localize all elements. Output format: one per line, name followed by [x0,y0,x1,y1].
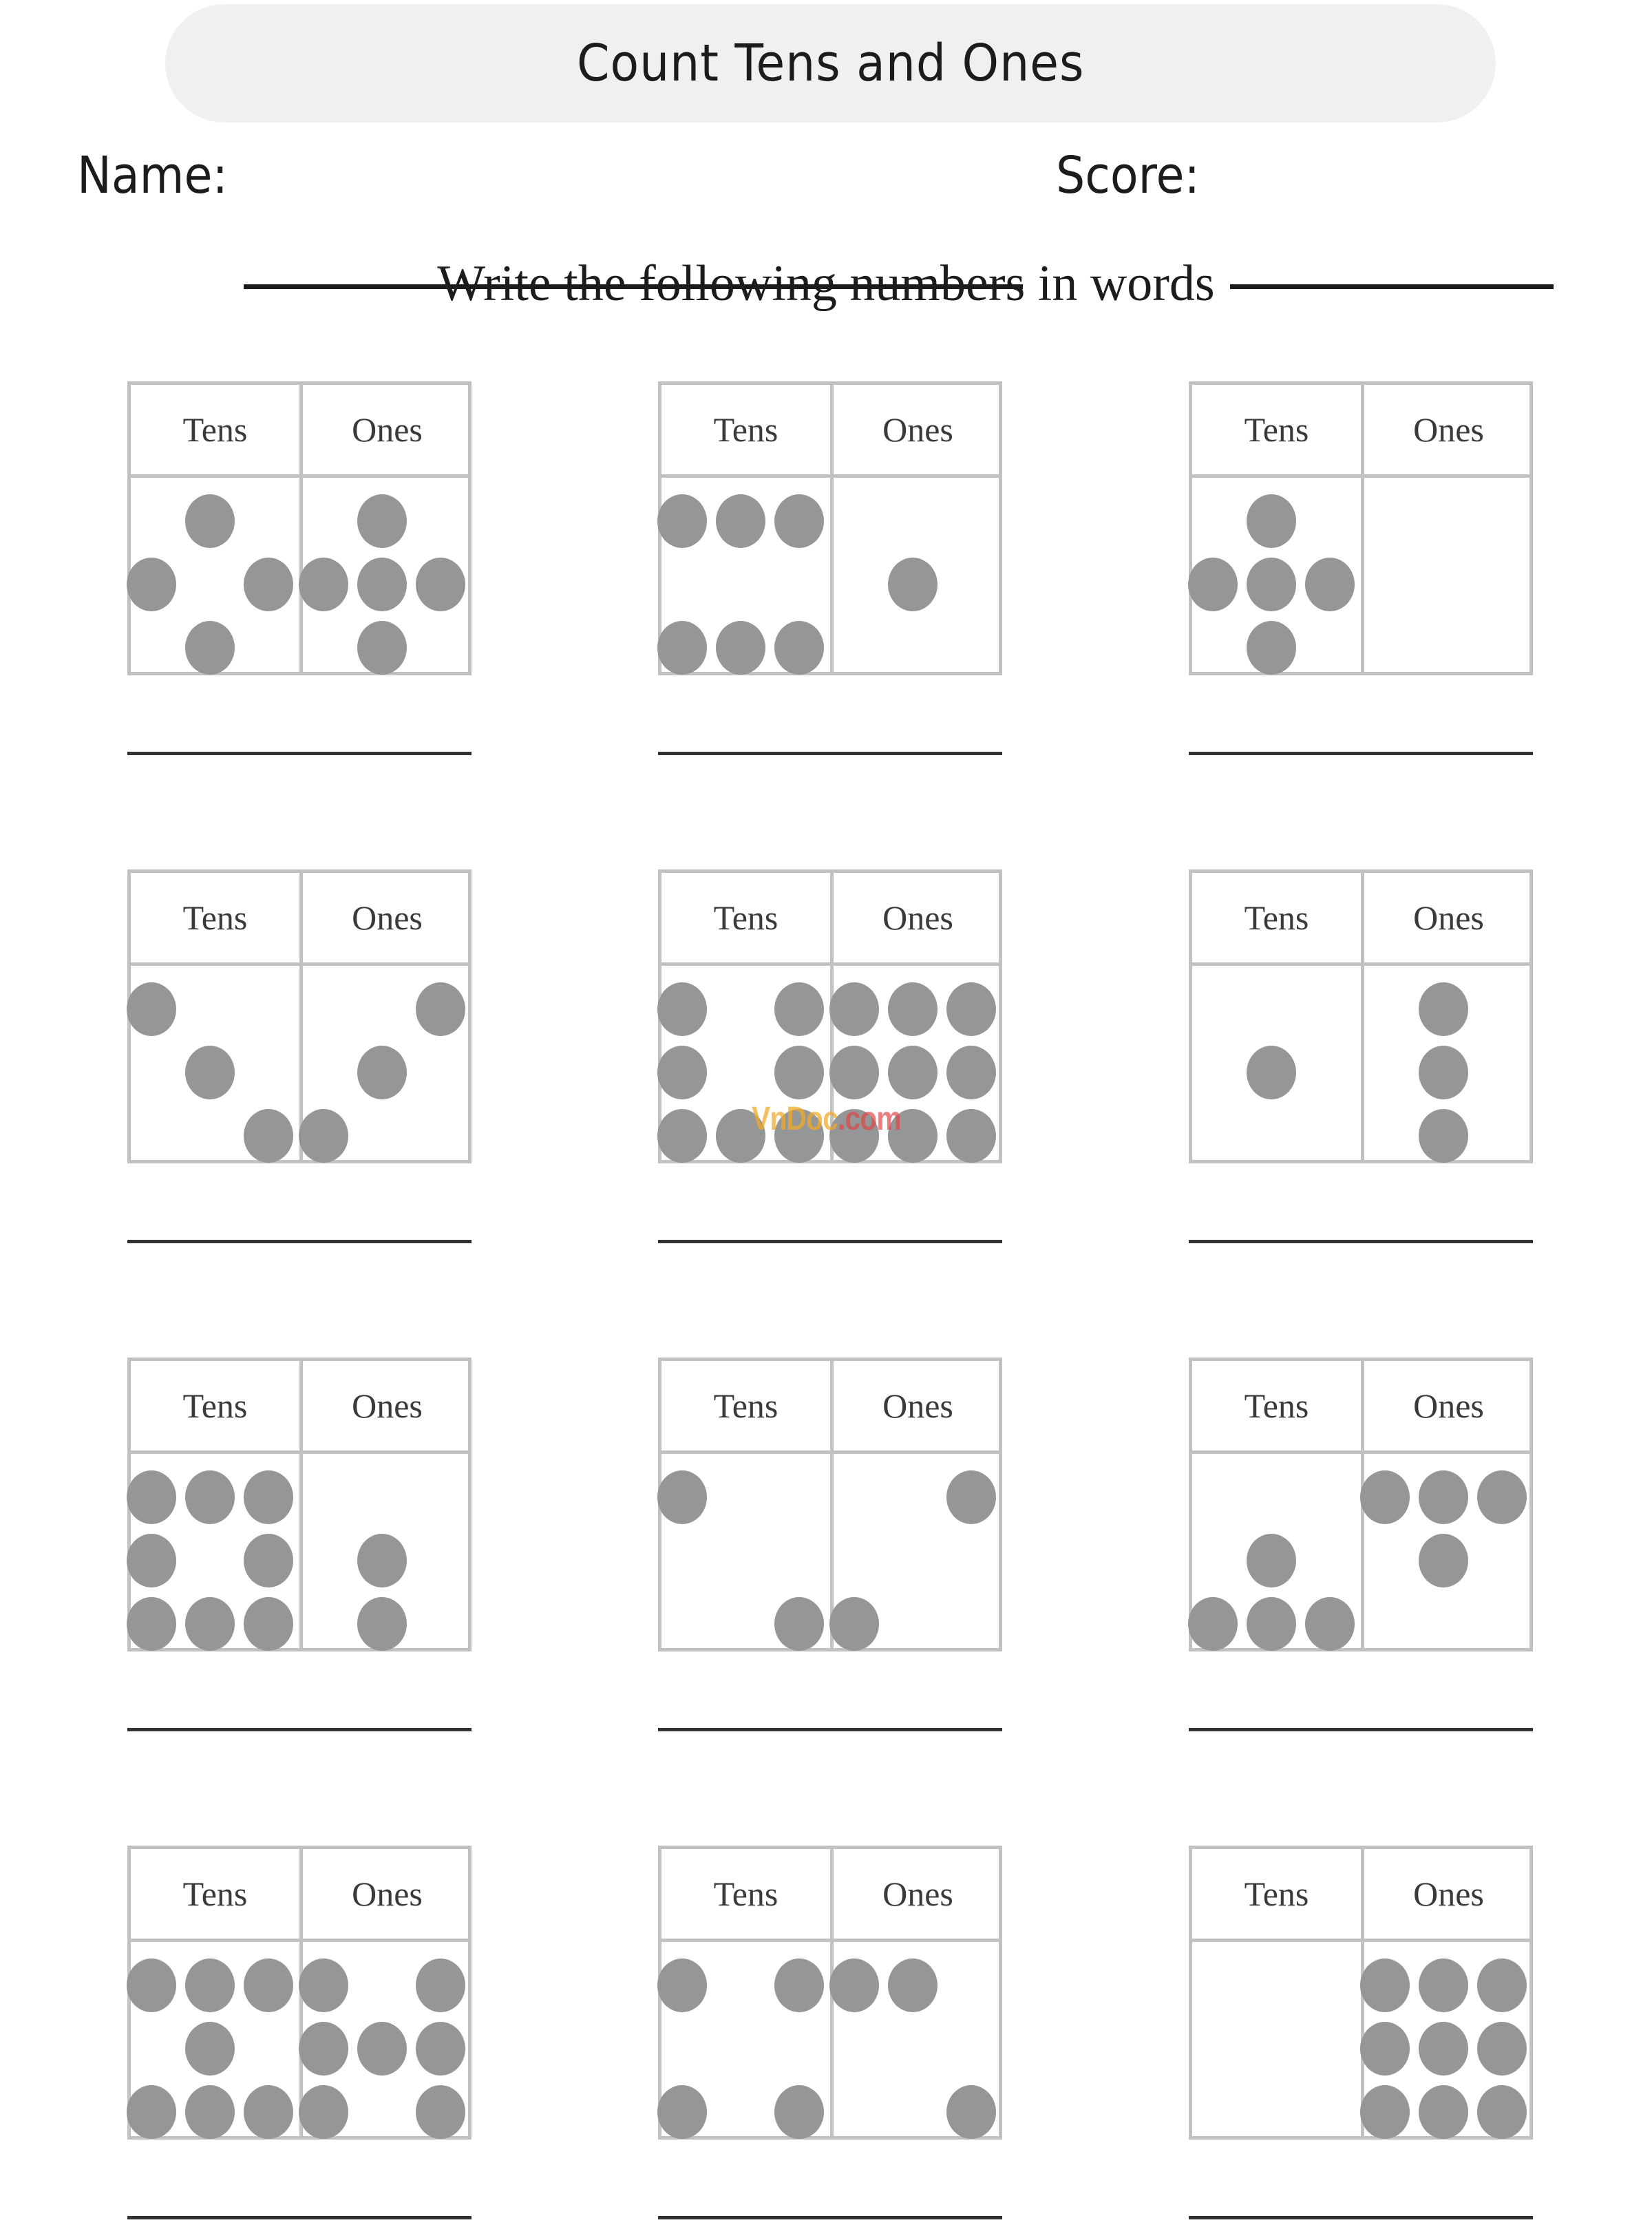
tens-cell [661,1454,830,1651]
answer-line[interactable] [1189,1240,1533,1243]
ones-cell [303,1454,472,1651]
ones-counter-dot [1419,982,1468,1036]
ones-header: Ones [882,1386,953,1425]
tens-header: Tens [713,410,779,449]
answer-line[interactable] [658,1728,1002,1731]
tens-counter-dot [774,621,824,675]
tens-counter-dot [185,621,235,675]
ones-counter-dot [829,1046,879,1099]
tens-counter-dot [774,494,824,548]
tens-counter-dot [1188,1597,1238,1651]
tens-cell [131,1942,299,2140]
tens-counter-dot [127,558,176,611]
place-value-box [1189,1846,1533,2140]
ones-header: Ones [352,410,423,449]
tens-counter-dot [185,1470,235,1524]
tens-counter-dot [1247,1597,1296,1651]
ones-counter-dot [1419,1109,1468,1163]
tens-counter-dot [127,1597,176,1651]
tens-counter-dot [127,1959,176,2012]
page-title: Count Tens and Ones [576,34,1085,93]
tens-counter-dot [716,494,765,548]
tens-counter-dot [1247,621,1296,675]
ones-counter-dot [946,1109,996,1163]
tens-cell [1192,1942,1361,2140]
ones-counter-dot [1419,2085,1468,2139]
ones-counter-dot [357,1597,407,1651]
tens-header: Tens [713,1386,779,1425]
tens-counter-dot [774,1959,824,2012]
ones-counter-dot [357,2022,407,2076]
ones-counter-dot [299,558,348,611]
answer-line[interactable] [1189,752,1533,755]
tens-counter-dot [1305,558,1355,611]
ones-cell [1364,478,1533,675]
tens-counter-dot [185,1597,235,1651]
tens-header: Tens [1244,1875,1309,1913]
ones-counter-dot [946,982,996,1036]
tens-cell [1192,1454,1361,1651]
ones-header: Ones [352,898,423,937]
tens-counter-dot [657,1109,707,1163]
tens-counter-dot [1247,494,1296,548]
tens-counter-dot [185,1959,235,2012]
tens-counter-dot [657,982,707,1036]
ones-header: Ones [882,898,953,937]
ones-cell [303,1942,472,2140]
ones-counter-dot [1360,2022,1410,2076]
place-value-box [127,1358,472,1651]
ones-counter-dot [1419,1959,1468,2012]
tens-counter-dot [774,1046,824,1099]
place-value-box [127,1846,472,2140]
tens-counter-dot [1305,1597,1355,1651]
ones-counter-dot [416,2022,465,2076]
ones-cell [1364,1454,1533,1651]
tens-counter-dot [657,1470,707,1524]
ones-header: Ones [882,410,953,449]
place-value-box [1189,1358,1533,1651]
ones-header: Ones [1413,898,1484,937]
tens-counter-dot [244,1534,293,1587]
tens-cell [661,1942,830,2140]
ones-header: Ones [352,1386,423,1425]
tens-counter-dot [657,1046,707,1099]
watermark-part1: VnDoc [752,1101,838,1137]
tens-counter-dot [244,1959,293,2012]
ones-counter-dot [299,2022,348,2076]
ones-counter-dot [299,2085,348,2139]
ones-counter-dot [946,2085,996,2139]
ones-counter-dot [1419,1470,1468,1524]
answer-line[interactable] [658,2216,1002,2219]
tens-counter-dot [244,1597,293,1651]
ones-cell [834,478,1002,675]
tens-counter-dot [244,1470,293,1524]
ones-counter-dot [357,494,407,548]
ones-counter-dot [416,982,465,1036]
ones-counter-dot [357,558,407,611]
tens-counter-dot [185,2085,235,2139]
ones-counter-dot [946,1470,996,1524]
ones-counter-dot [1419,1534,1468,1587]
ones-counter-dot [1477,2022,1527,2076]
ones-counter-dot [888,1959,938,2012]
ones-header: Ones [1413,1386,1484,1425]
ones-header: Ones [1413,410,1484,449]
place-value-box [658,381,1002,675]
ones-counter-dot [946,1046,996,1099]
place-value-box [127,381,472,675]
tens-counter-dot [774,1597,824,1651]
score-label: Score: [1056,146,1200,205]
ones-counter-dot [416,558,465,611]
answer-line[interactable] [127,1728,472,1731]
tens-cell [131,966,299,1163]
tens-counter-dot [127,982,176,1036]
ones-counter-dot [829,1597,879,1651]
ones-counter-dot [888,1046,938,1099]
ones-counter-dot [1360,1470,1410,1524]
tens-counter-dot [127,2085,176,2139]
ones-counter-dot [1477,2085,1527,2139]
ones-cell [1364,966,1533,1163]
tens-counter-dot [1188,558,1238,611]
tens-counter-dot [185,494,235,548]
ones-counter-dot [299,1959,348,2012]
tens-counter-dot [774,982,824,1036]
tens-counter-dot [1247,1046,1296,1099]
ones-counter-dot [829,1959,879,2012]
ones-counter-dot [1360,2085,1410,2139]
tens-counter-dot [657,494,707,548]
tens-cell [1192,966,1361,1163]
place-value-box [658,1358,1002,1651]
watermark [752,1100,901,1138]
tens-counter-dot [774,2085,824,2139]
ones-counter-dot [1477,1959,1527,2012]
tens-counter-dot [127,1534,176,1587]
place-value-box [658,1846,1002,2140]
tens-cell [1192,478,1361,675]
ones-counter-dot [357,1534,407,1587]
tens-header: Tens [182,898,248,937]
ones-cell [303,478,472,675]
answer-line[interactable] [1189,1728,1533,1731]
tens-counter-dot [244,2085,293,2139]
place-value-box [127,869,472,1163]
tens-cell [131,478,299,675]
watermark-part2: .com [837,1101,901,1137]
ones-cell [834,1942,1002,2140]
answer-line[interactable] [127,752,472,755]
ones-counter-dot [416,1959,465,2012]
tens-counter-dot [127,1470,176,1524]
ones-counter-dot [416,2085,465,2139]
title-banner [165,4,1496,123]
tens-header: Tens [182,1386,248,1425]
tens-header: Tens [182,1875,248,1913]
tens-header: Tens [182,410,248,449]
tens-header: Tens [713,898,779,937]
tens-counter-dot [657,2085,707,2139]
tens-counter-dot [657,1959,707,2012]
tens-header: Tens [1244,410,1309,449]
ones-counter-dot [1419,2022,1468,2076]
ones-counter-dot [1360,1959,1410,2012]
ones-counter-dot [299,1109,348,1163]
tens-counter-dot [716,621,765,675]
ones-cell [303,966,472,1163]
tens-counter-dot [1247,1534,1296,1587]
place-value-box [1189,381,1533,675]
ones-counter-dot [357,1046,407,1099]
tens-header: Tens [713,1875,779,1913]
answer-line[interactable] [1189,2216,1533,2219]
tens-counter-dot [244,1109,293,1163]
ones-counter-dot [829,982,879,1036]
instructions: Write the following numbers in words [437,255,1215,312]
tens-counter-dot [185,1046,235,1099]
tens-cell [661,478,830,675]
ones-counter-dot [1477,1470,1527,1524]
tens-counter-dot [244,558,293,611]
tens-counter-dot [185,2022,235,2076]
tens-counter-dot [1247,558,1296,611]
ones-counter-dot [357,621,407,675]
answer-line[interactable] [127,1240,472,1243]
ones-header: Ones [882,1875,953,1913]
ones-cell [834,1454,1002,1651]
tens-header: Tens [1244,1386,1309,1425]
ones-counter-dot [888,982,938,1036]
ones-cell [1364,1942,1533,2140]
ones-header: Ones [352,1875,423,1913]
ones-counter-dot [888,558,938,611]
ones-counter-dot [1419,1046,1468,1099]
answer-line[interactable] [658,752,1002,755]
tens-header: Tens [1244,898,1309,937]
answer-line[interactable] [127,2216,472,2219]
name-label: Name: [77,146,228,205]
tens-counter-dot [657,621,707,675]
answer-line[interactable] [658,1240,1002,1243]
tens-cell [131,1454,299,1651]
place-value-box [1189,869,1533,1163]
ones-header: Ones [1413,1875,1484,1913]
